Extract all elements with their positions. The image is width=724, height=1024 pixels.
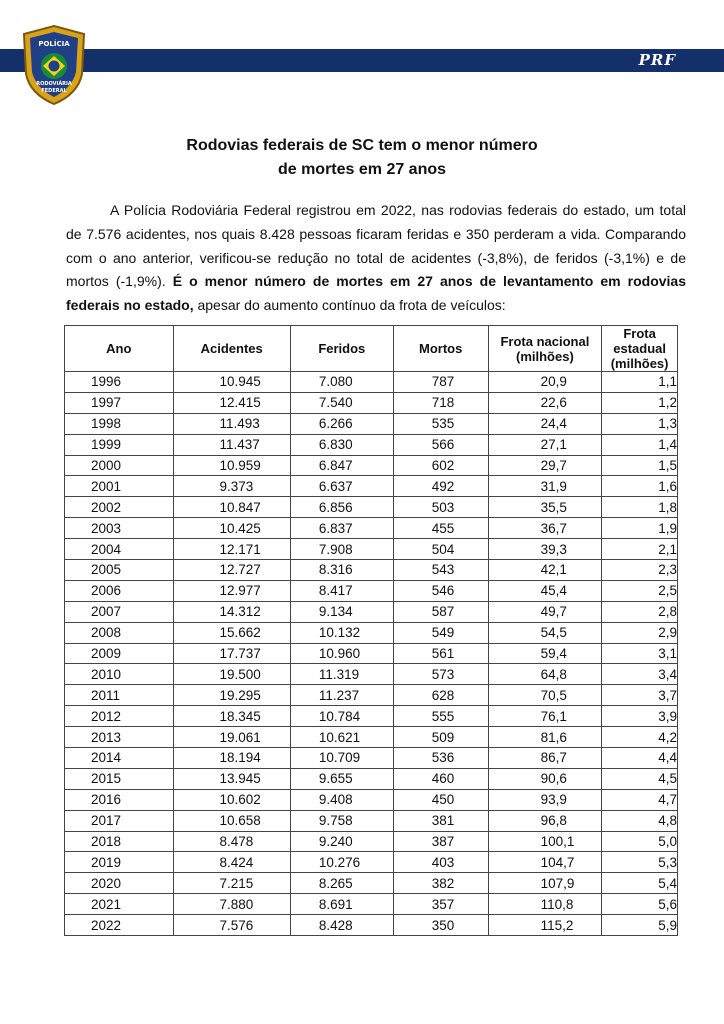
cell-frota-estadual: 3,7	[602, 685, 678, 706]
cell-frota-nacional: 110,8	[488, 894, 602, 915]
cell-frota-nacional: 54,5	[488, 622, 602, 643]
cell-ano: 2010	[65, 664, 174, 685]
table-row	[65, 601, 678, 622]
svg-text:FEDERAL: FEDERAL	[41, 88, 67, 94]
cell-feridos: 10.132	[290, 622, 393, 643]
cell-mortos: 492	[393, 476, 488, 497]
cell-ano: 1996	[65, 372, 174, 393]
cell-frota-nacional: 35,5	[488, 497, 602, 518]
cell-frota-estadual: 1,8	[602, 497, 678, 518]
cell-frota-estadual: 3,1	[602, 643, 678, 664]
cell-mortos: 787	[393, 372, 488, 393]
cell-acidentes: 11.493	[173, 413, 290, 434]
cell-feridos: 8.265	[290, 873, 393, 894]
cell-frota-estadual: 1,4	[602, 434, 678, 455]
table-row	[65, 434, 678, 455]
cell-mortos: 587	[393, 601, 488, 622]
table-row	[65, 455, 678, 476]
cell-acidentes: 19.295	[173, 685, 290, 706]
table-row	[65, 372, 678, 393]
cell-ano: 2000	[65, 455, 174, 476]
cell-ano: 2015	[65, 768, 174, 789]
table-row	[65, 894, 678, 915]
cell-acidentes: 13.945	[173, 768, 290, 789]
body-paragraph	[66, 199, 686, 318]
cell-frota-nacional: 39,3	[488, 539, 602, 560]
cell-frota-nacional: 96,8	[488, 810, 602, 831]
cell-frota-nacional: 20,9	[488, 372, 602, 393]
cell-acidentes: 18.194	[173, 748, 290, 769]
cell-ano: 2016	[65, 789, 174, 810]
cell-frota-nacional: 86,7	[488, 748, 602, 769]
cell-ano: 2022	[65, 915, 174, 936]
cell-ano: 1997	[65, 392, 174, 413]
cell-feridos: 6.637	[290, 476, 393, 497]
cell-acidentes: 10.658	[173, 810, 290, 831]
cell-frota-estadual: 1,6	[602, 476, 678, 497]
cell-acidentes: 10.945	[173, 372, 290, 393]
cell-ano: 2012	[65, 706, 174, 727]
table-row	[65, 810, 678, 831]
table-row	[65, 768, 678, 789]
cell-feridos: 7.908	[290, 539, 393, 560]
svg-text:POLÍCIA: POLÍCIA	[38, 40, 70, 48]
table-row	[65, 643, 678, 664]
cell-frota-nacional: 22,6	[488, 392, 602, 413]
cell-mortos: 718	[393, 392, 488, 413]
table-row	[65, 622, 678, 643]
cell-mortos: 357	[393, 894, 488, 915]
cell-mortos: 573	[393, 664, 488, 685]
cell-frota-estadual: 3,4	[602, 664, 678, 685]
cell-frota-estadual: 3,9	[602, 706, 678, 727]
cell-feridos: 6.830	[290, 434, 393, 455]
cell-frota-nacional: 90,6	[488, 768, 602, 789]
table-row	[65, 518, 678, 539]
col-header-acidentes: Acidentes	[173, 326, 290, 372]
table-header-row	[65, 326, 678, 372]
cell-feridos: 8.417	[290, 580, 393, 601]
cell-ano: 2005	[65, 560, 174, 581]
cell-acidentes: 19.061	[173, 727, 290, 748]
cell-ano: 1999	[65, 434, 174, 455]
cell-mortos: 504	[393, 539, 488, 560]
cell-acidentes: 7.215	[173, 873, 290, 894]
cell-acidentes: 10.959	[173, 455, 290, 476]
cell-ano: 2020	[65, 873, 174, 894]
cell-frota-nacional: 36,7	[488, 518, 602, 539]
svg-text:RODOVIÁRIA: RODOVIÁRIA	[36, 81, 72, 87]
cell-mortos: 566	[393, 434, 488, 455]
cell-mortos: 549	[393, 622, 488, 643]
cell-feridos: 8.316	[290, 560, 393, 581]
cell-ano: 2009	[65, 643, 174, 664]
cell-feridos: 7.080	[290, 372, 393, 393]
cell-mortos: 535	[393, 413, 488, 434]
cell-feridos: 9.408	[290, 789, 393, 810]
cell-frota-nacional: 107,9	[488, 873, 602, 894]
cell-mortos: 350	[393, 915, 488, 936]
col-header-ano: Ano	[65, 326, 174, 372]
cell-feridos: 8.428	[290, 915, 393, 936]
cell-acidentes: 19.500	[173, 664, 290, 685]
cell-feridos: 9.240	[290, 831, 393, 852]
cell-frota-estadual: 4,7	[602, 789, 678, 810]
table-row	[65, 539, 678, 560]
table-row	[65, 706, 678, 727]
cell-frota-nacional: 93,9	[488, 789, 602, 810]
cell-frota-nacional: 24,4	[488, 413, 602, 434]
cell-acidentes: 8.424	[173, 852, 290, 873]
cell-frota-estadual: 2,9	[602, 622, 678, 643]
table-row	[65, 664, 678, 685]
brand-label: PRF	[638, 51, 676, 69]
cell-frota-nacional: 49,7	[488, 601, 602, 622]
cell-mortos: 509	[393, 727, 488, 748]
table-row	[65, 831, 678, 852]
cell-frota-nacional: 115,2	[488, 915, 602, 936]
cell-acidentes: 18.345	[173, 706, 290, 727]
col-header-frota-nacional: Frota nacional (milhões)	[488, 326, 602, 372]
cell-acidentes: 8.478	[173, 831, 290, 852]
cell-frota-nacional: 81,6	[488, 727, 602, 748]
cell-frota-estadual: 4,2	[602, 727, 678, 748]
cell-mortos: 381	[393, 810, 488, 831]
paragraph-highlight: É o menor número de mortes em 27 anos de levantamento em rodovias federais no estado,	[66, 273, 686, 314]
table-row	[65, 560, 678, 581]
cell-frota-estadual: 4,8	[602, 810, 678, 831]
cell-acidentes: 11.437	[173, 434, 290, 455]
cell-frota-nacional: 64,8	[488, 664, 602, 685]
table-row	[65, 852, 678, 873]
cell-ano: 2019	[65, 852, 174, 873]
cell-frota-estadual: 1,1	[602, 372, 678, 393]
table-row	[65, 789, 678, 810]
cell-frota-estadual: 4,4	[602, 748, 678, 769]
cell-ano: 2008	[65, 622, 174, 643]
cell-mortos: 543	[393, 560, 488, 581]
cell-frota-nacional: 59,4	[488, 643, 602, 664]
title-line-2: de mortes em 27 anos	[277, 161, 447, 178]
cell-ano: 2007	[65, 601, 174, 622]
cell-frota-estadual: 5,0	[602, 831, 678, 852]
cell-frota-estadual: 5,4	[602, 873, 678, 894]
cell-ano: 2003	[65, 518, 174, 539]
cell-acidentes: 9.373	[173, 476, 290, 497]
cell-ano: 2002	[65, 497, 174, 518]
cell-feridos: 9.134	[290, 601, 393, 622]
cell-ano: 2013	[65, 727, 174, 748]
prf-badge-logo	[20, 24, 88, 106]
table-row	[65, 580, 678, 601]
cell-frota-nacional: 104,7	[488, 852, 602, 873]
cell-mortos: 628	[393, 685, 488, 706]
col-header-mortos: Mortos	[393, 326, 488, 372]
cell-ano: 2018	[65, 831, 174, 852]
cell-frota-nacional: 31,9	[488, 476, 602, 497]
cell-acidentes: 17.737	[173, 643, 290, 664]
title-line-1: Rodovias federais de SC tem o menor número	[186, 137, 538, 154]
cell-feridos: 11.319	[290, 664, 393, 685]
cell-frota-estadual: 1,9	[602, 518, 678, 539]
cell-feridos: 6.847	[290, 455, 393, 476]
cell-ano: 2004	[65, 539, 174, 560]
cell-feridos: 11.237	[290, 685, 393, 706]
cell-ano: 2011	[65, 685, 174, 706]
cell-feridos: 6.266	[290, 413, 393, 434]
cell-frota-estadual: 5,9	[602, 915, 678, 936]
cell-frota-estadual: 2,5	[602, 580, 678, 601]
cell-frota-nacional: 42,1	[488, 560, 602, 581]
cell-frota-estadual: 2,1	[602, 539, 678, 560]
cell-acidentes: 12.977	[173, 580, 290, 601]
cell-mortos: 546	[393, 580, 488, 601]
cell-mortos: 561	[393, 643, 488, 664]
table-row	[65, 685, 678, 706]
cell-feridos: 10.276	[290, 852, 393, 873]
cell-feridos: 6.856	[290, 497, 393, 518]
cell-acidentes: 10.847	[173, 497, 290, 518]
cell-acidentes: 12.727	[173, 560, 290, 581]
cell-feridos: 6.837	[290, 518, 393, 539]
cell-frota-estadual: 1,3	[602, 413, 678, 434]
cell-ano: 2001	[65, 476, 174, 497]
cell-frota-nacional: 100,1	[488, 831, 602, 852]
cell-frota-estadual: 1,2	[602, 392, 678, 413]
col-header-feridos: Feridos	[290, 326, 393, 372]
cell-feridos: 9.758	[290, 810, 393, 831]
cell-feridos: 8.691	[290, 894, 393, 915]
table-row	[65, 497, 678, 518]
cell-frota-estadual: 2,8	[602, 601, 678, 622]
statistics-table	[64, 325, 678, 936]
table-row	[65, 476, 678, 497]
cell-mortos: 387	[393, 831, 488, 852]
cell-acidentes: 10.425	[173, 518, 290, 539]
cell-feridos: 10.709	[290, 748, 393, 769]
cell-feridos: 10.784	[290, 706, 393, 727]
cell-acidentes: 12.415	[173, 392, 290, 413]
cell-ano: 2017	[65, 810, 174, 831]
paragraph-tail: apesar do aumento contínuo da frota de veículos:	[193, 297, 506, 314]
cell-mortos: 602	[393, 455, 488, 476]
cell-mortos: 450	[393, 789, 488, 810]
cell-frota-nacional: 76,1	[488, 706, 602, 727]
cell-frota-estadual: 5,3	[602, 852, 678, 873]
cell-acidentes: 14.312	[173, 601, 290, 622]
cell-acidentes: 15.662	[173, 622, 290, 643]
cell-frota-estadual: 2,3	[602, 560, 678, 581]
header-bar	[0, 49, 724, 72]
table-row	[65, 727, 678, 748]
cell-feridos: 7.540	[290, 392, 393, 413]
cell-ano: 1998	[65, 413, 174, 434]
cell-mortos: 455	[393, 518, 488, 539]
cell-feridos: 9.655	[290, 768, 393, 789]
cell-feridos: 10.621	[290, 727, 393, 748]
cell-acidentes: 7.880	[173, 894, 290, 915]
cell-ano: 2014	[65, 748, 174, 769]
cell-frota-nacional: 27,1	[488, 434, 602, 455]
cell-mortos: 503	[393, 497, 488, 518]
cell-mortos: 403	[393, 852, 488, 873]
table-row	[65, 392, 678, 413]
cell-mortos: 536	[393, 748, 488, 769]
cell-frota-nacional: 29,7	[488, 455, 602, 476]
table-row	[65, 873, 678, 894]
cell-acidentes: 7.576	[173, 915, 290, 936]
cell-mortos: 382	[393, 873, 488, 894]
cell-frota-estadual: 1,5	[602, 455, 678, 476]
document-title	[0, 134, 724, 182]
col-header-frota-estadual: Frota estadual (milhões)	[602, 326, 678, 372]
table-row	[65, 413, 678, 434]
table-row	[65, 748, 678, 769]
cell-mortos: 460	[393, 768, 488, 789]
cell-acidentes: 12.171	[173, 539, 290, 560]
cell-mortos: 555	[393, 706, 488, 727]
cell-feridos: 10.960	[290, 643, 393, 664]
cell-frota-estadual: 5,6	[602, 894, 678, 915]
table-row	[65, 915, 678, 936]
cell-frota-nacional: 45,4	[488, 580, 602, 601]
cell-frota-nacional: 70,5	[488, 685, 602, 706]
cell-acidentes: 10.602	[173, 789, 290, 810]
cell-ano: 2021	[65, 894, 174, 915]
cell-ano: 2006	[65, 580, 174, 601]
paragraph-text: A Polícia Rodoviária Federal registrou em 2022, nas rodovias federais do estado, um total de 7.576 acidentes, nos quais 8.428 pessoas ficaram feridas e 350 perderam a vida. Comparando com o ano anterior, verificou-se redução no total de acidentes (-3,8%), de feridos (-3,1%) e de mortos (-1,9%).	[66, 202, 686, 290]
cell-frota-estadual: 4,5	[602, 768, 678, 789]
